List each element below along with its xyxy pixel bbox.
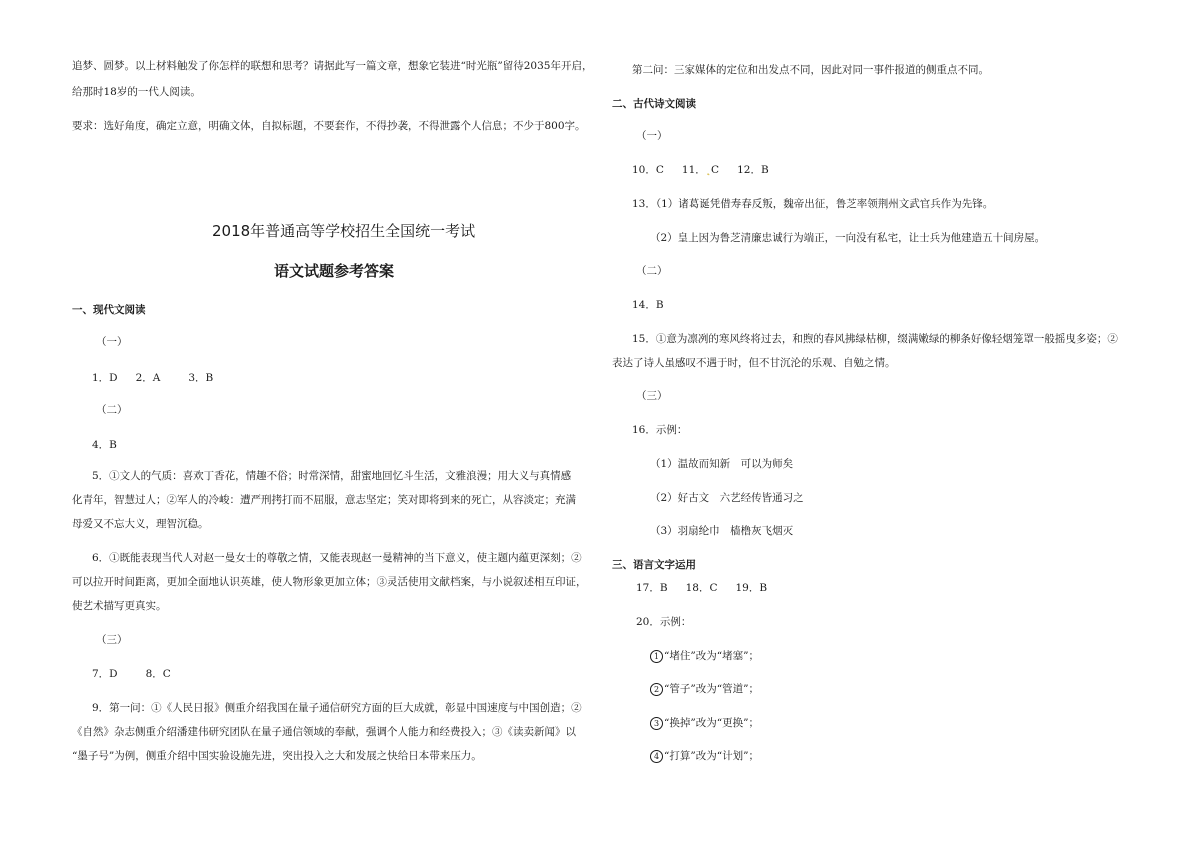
answer-q2: 2．A xyxy=(135,372,161,384)
part-label: （三） xyxy=(96,634,128,646)
answer-q5-line-1: 5．①文人的气质：喜欢丁香花，情趣不俗；时常深情，甜蜜地回忆斗生活，文雅浪漫；用大义与真情感 xyxy=(92,470,572,482)
answer-q6-line-3: 使艺术描写更真实。 xyxy=(72,600,167,612)
circled-number-1: 1 xyxy=(650,650,663,663)
document-subtitle: 语文试题参考答案 xyxy=(274,262,395,280)
answer-q1: 1．D xyxy=(92,372,118,384)
answer-q15-line-2: 表达了诗人虽感叹不遇于时，但不甘沉沦的乐观、自勉之情。 xyxy=(612,357,896,369)
answer-q13-1: 13．（1）诸葛诞凭借寿春反叛，魏帝出征，鲁芝率领荆州文武官兵作为先锋。 xyxy=(632,198,994,210)
answer-q14: 14．B xyxy=(632,299,664,311)
part-label: （一） xyxy=(96,336,128,348)
answer-q13-2: （2）皇上因为鲁芝清廉忠诚行为端正，一向没有私宅，让士兵为他建造五十间房屋。 xyxy=(650,232,1046,244)
answer-q5-line-2: 化青年，智慧过人；②军人的冷峻：遭严刑拷打而不屈服，意志坚定；笑对即将到来的死亡，从容淡定；充满 xyxy=(72,494,576,506)
answer-q7: 7．D xyxy=(92,668,118,680)
essay-prompt-line-1: 追梦、圆梦。以上材料触发了你怎样的联想和思考？请据此写一篇文章，想象它装进“时光瓶”留待2035年开启， xyxy=(72,60,593,72)
answer-row xyxy=(92,666,171,681)
answer-q18: 18．C xyxy=(685,582,718,594)
answer-q3: 3．B xyxy=(188,372,214,384)
answer-row xyxy=(632,162,769,177)
answer-q10: 10．C xyxy=(632,164,664,176)
answer-row xyxy=(636,580,767,595)
answer-q12: 12．B xyxy=(737,164,769,176)
circled-number-4: 4 xyxy=(650,750,663,763)
answer-q17: 17．B xyxy=(636,582,668,594)
answer-q11-number: 11． xyxy=(681,164,706,176)
answer-row xyxy=(92,370,213,385)
section-heading-ancient-reading: 二、古代诗文阅读 xyxy=(612,98,696,110)
mark-icon: ˛ xyxy=(705,164,712,176)
answer-q20-3: 3 “换掉”改为“更换”； xyxy=(650,715,759,730)
section-heading-modern-reading: 一、现代文阅读 xyxy=(72,304,146,316)
answer-q16-3: （3）羽扇纶巾 樯橹灰飞烟灭 xyxy=(650,525,794,537)
answer-q16-1: （1）温故而知新 可以为师矣 xyxy=(650,458,794,470)
answer-q20-4: 4 “打算”改为“计划”； xyxy=(650,748,759,763)
answer-q9-line-1: 9．第一问：①《人民日报》侧重介绍我国在量子通信研究方面的巨大成就，彰显中国速度与中国创造；② xyxy=(92,702,582,714)
essay-prompt-line-2: 给那时18岁的一代人阅读。 xyxy=(72,86,201,98)
answer-q15-line-1: 15．①意为凛冽的寒风终将过去，和煦的春风拂绿枯柳，缀满嫩绿的柳条好像轻烟笼罩一般摇曳多姿；② xyxy=(632,333,1118,345)
answer-q8: 8．C xyxy=(145,668,171,680)
section-heading-language-use: 三、语言文字运用 xyxy=(612,559,696,571)
answer-q19: 19．B xyxy=(735,582,768,594)
answer-q9-second: 第二问：三家媒体的定位和出发点不同，因此对同一事件报道的侧重点不同。 xyxy=(632,64,989,76)
part-label: （三） xyxy=(636,390,668,402)
answer-q11: C xyxy=(711,164,720,176)
circled-number-3: 3 xyxy=(650,717,663,730)
answer-q4: 4．B xyxy=(92,439,117,451)
answer-q9-line-2: 《自然》杂志侧重介绍潘建伟研究团队在量子通信领域的奉献，强调个人能力和经费投入；③《读卖新闻》以 xyxy=(72,726,576,738)
answer-q6-line-1: 6．①既能表现当代人对赵一曼女士的尊敬之情，又能表现赵一曼精神的当下意义，使主题内蕴更深刻；② xyxy=(92,552,582,564)
answer-q16-2: （2）好古文 六艺经传皆通习之 xyxy=(650,492,804,504)
part-label: （二） xyxy=(96,404,128,416)
circled-number-2: 2 xyxy=(650,683,663,696)
answer-q20-2: 2 “管子”改为“管道”； xyxy=(650,681,759,696)
answer-q5-line-3: 母爱又不忘大义，理智沉稳。 xyxy=(72,518,209,530)
answer-q20: 20．示例： xyxy=(636,616,692,628)
answer-q20-1: 1 “堵住”改为“堵塞”； xyxy=(650,648,759,663)
part-label: （一） xyxy=(636,130,668,142)
document-title: 2018年普通高等学校招生全国统一考试 xyxy=(212,222,476,240)
answer-q16: 16．示例： xyxy=(632,424,688,436)
essay-requirement: 要求：选好角度，确定立意，明确文体，自拟标题，不要套作，不得抄袭，不得泄露个人信息；不少于800字。 xyxy=(72,120,586,132)
answer-q9-line-3: “墨子号”为例，侧重介绍中国实验设施先进，突出投入之大和发展之快给日本带来压力。 xyxy=(72,750,482,762)
answer-q6-line-2: 可以拉开时间距离，更加全面地认识英雄，使人物形象更加立体；③灵活使用文献档案，与小说叙述相互印证， xyxy=(72,576,587,588)
part-label: （二） xyxy=(636,265,668,277)
